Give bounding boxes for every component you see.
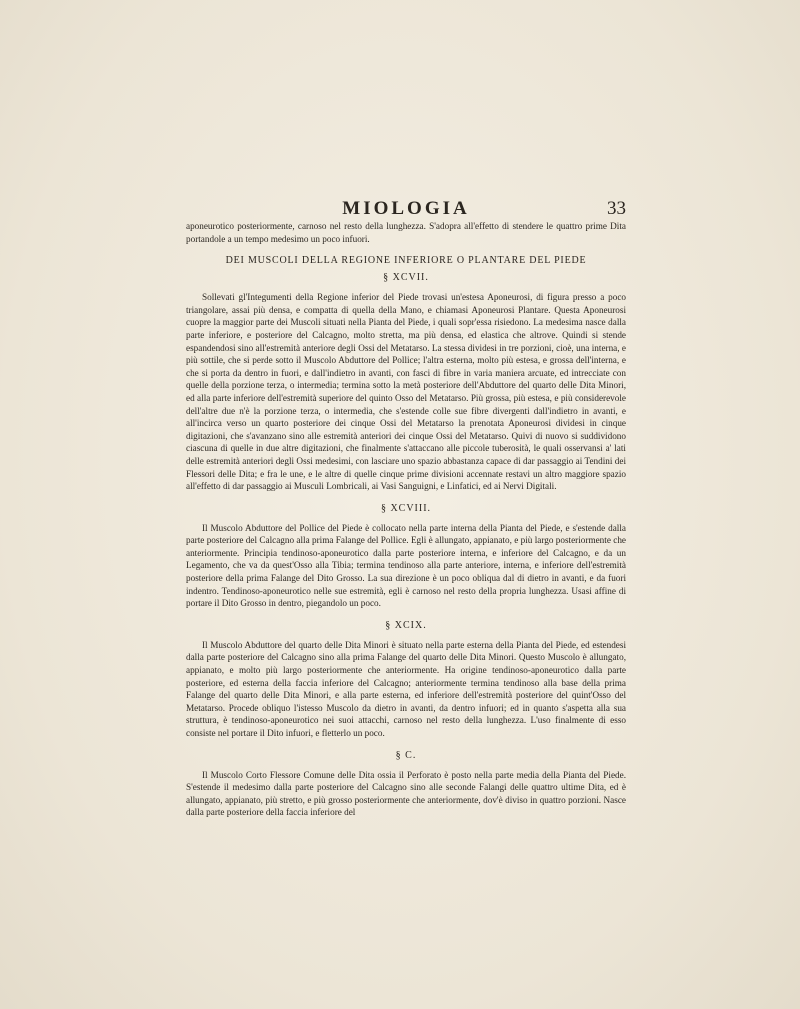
page-text-block (186, 198, 626, 819)
running-head (186, 198, 626, 220)
section-mark-c: § C. (395, 749, 417, 761)
section-mark-xcix: § XCIX. (385, 619, 427, 631)
paragraph-xcix: Il Muscolo Abduttore del quarto delle Dita Minori è situato nella parte esterna della Pianta del Piede, ed estendesi dalla parte posteriore del Calcagno sino alla prima Falange del quarto delle Dita Minori. Questo Muscolo è allungato, appianato, e molto più largo posteriormente che anteriormente. Ha origine tendinoso-aponeurotico dalla parte posteriore, ed esterna della faccia inferiore del Calcagno; anteriormente termina tendinoso alla base della prima Falange del quarto delle Dita Minori, e alla parte esterna, ed inferiore dell'estremità posteriore del quint'Osso del Metatarso. Procede obliquo l'istesso Muscolo da dietro in avanti, da dentro infuori; ed in quanto s'aspetta alla sua struttura, è tendinoso-aponeurotico nei suoi attacchi, carnoso nel resto della lunghezza. L'uso finalmente di esso consiste nel portare il Dito infuori, e fletterlo un poco. (186, 639, 626, 738)
section-mark-xcvii: § XCVII. (383, 272, 429, 284)
paragraph-xcviii: Il Muscolo Abduttore del Pollice del Piede è collocato nella parte interna della Pianta del Piede, e s'estende dalla parte posteriore del Calcagno alla prima Falange del Pollice. Egli è allungato, appianato, e più largo posteriormente che anteriormente. Principia tendinoso-aponeurotico dalla parte posteriore interna, e inferiore del Calcagno, e da un Legamento, che va da quest'Osso alla Tibia; termina tendinoso alla parte anteriore, interna, e inferiore dell'estremità posteriore della prima Falange del Dito Grosso. La sua direzione è un poco obliqua dal di dietro in avanti, e da fuori indentro. Tendinoso-aponeurotico nelle sue estremità, egli è carnoso nel resto della propria lunghezza. Usasi affine di portare il Dito Grosso in dentro, piegandolo un poco. (186, 522, 626, 609)
section-heading: DEI MUSCOLI DELLA REGIONE INFERIORE O PLANTARE DEL PIEDE (225, 255, 587, 267)
paragraph-xcvii: Sollevati gl'Integumenti della Regione inferior del Piede trovasi un'estesa Aponeurosi, di figura presso a poco triangolare, assai più densa, e compatta di quella della Mano, e chiamasi Aponeurosi Plantare. Questa Aponeurosi cuopre la maggior parte dei Muscoli situati nella Pianta del Piede, i quali sopr'essa risiedono. La medesima nasce dalla parte inferiore, e posteriore del Calcagno, molto stretta, ma più densa, ed elastica che altrove. Quindi si stende espandendosi sino all'estremità anteriore degli Ossi del Metatarso. La stessa dividesi in tre porzioni, cioè, una interna, e più sottile, che si perde sotto il Muscolo Abduttore del Pollice; l'altra esterna, molto più estesa, e grossa dell'interna, e che si porta da dentro in fuori, e dall'indietro in avanti, con fasci di fibre in varia maniera arcuate, ed intrecciate con quelle della porzione terza, o intermedia; termina sotto la metà posteriore dell'Abduttore del quarto delle Dita Minori, ed alla parte inferiore dell'estremità superiore del quinto Osso del Metatarso. Più grossa, più estesa, e più considerevole dell'altre due n'è la porzione terza, o intermedia, che s'estende colle sue fibre divergenti dall'indietro in avanti, e all'incirca verso un quarto posteriore dei cinque Ossi del Metatarso la prenotata Aponeurosi dividesi in cinque digitazioni, che s'avanzano sino alle estremità anteriori dei cinque Ossi del Metatarso. Quivi di nuovo si suddividono ciascuna di quelle in due altre digitazioni, che finalmente s'attaccano alle piccole tuberosità, le quali osservansi a' lati delle estremità anteriori degli Ossi medesimi, con lasciare uno spazio abbastanza capace di dar passaggio ai Tendini dei Flessori delle Dita; e fra le une, e le altre di quelle cinque prime divisioni accennate restavi un altro maggiore spazio all'effetto di dar passaggio ai Musculi Lombricali, ai Vasi Sanguigni, e Linfatici, ed ai Nervi Digitali. (186, 292, 626, 492)
page-title: MIOLOGIA (342, 198, 470, 219)
paragraph-c: Il Muscolo Corto Flessore Comune delle Dita ossia il Perforato è posto nella parte media della Pianta del Piede. S'estende il medesimo dalla parte posteriore del Calcagno sino alle seconde Falangi delle quattro ultime Dita, ed è allungato, appianato, più stretto, e più grosso posteriormente che anteriormente, dov'è diviso in quattro porzioni. Nasce dalla parte posteriore della faccia inferiore del (186, 769, 626, 818)
section-mark-xcviii: § XCVIII. (380, 502, 432, 514)
intro-paragraph: aponeurotico posteriormente, carnoso nel resto della lunghezza. S'adopra all'effetto di stendere le quattro prime Dita portandole a un tempo medesimo un poco infuori. (186, 221, 626, 244)
page-number: 33 (607, 198, 626, 219)
